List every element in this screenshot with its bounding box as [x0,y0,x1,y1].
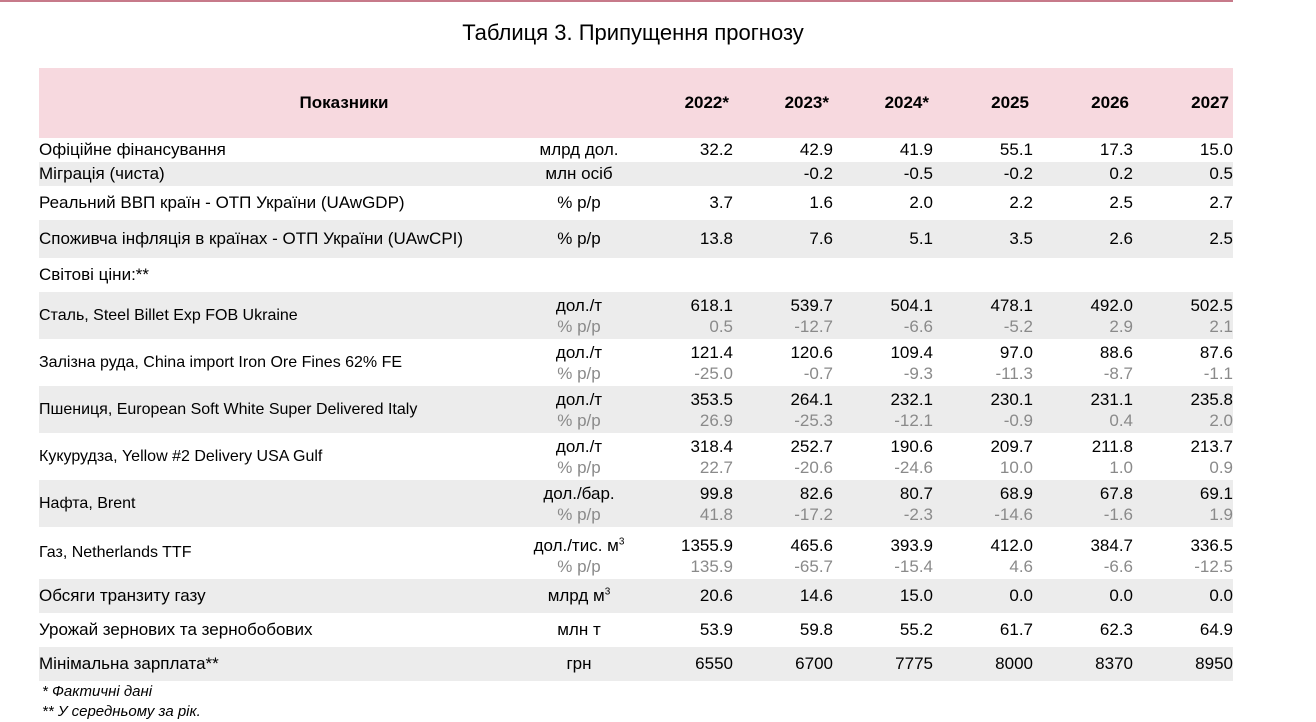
table-title: Таблиця 3. Припущення прогнозу [462,20,804,45]
cell-value: -9.3 [903,364,933,383]
cell-value: -0.2 [733,162,833,186]
cell-value: 32.2 [699,140,733,159]
row-unit: млн осіб [509,162,649,186]
row-label: Нафта, Brent [39,480,509,527]
cell-value: -2.3 [833,505,933,527]
cell-value: 15.0 [833,579,933,613]
row-label: Пшениця, European Soft White Super Delivered Italy [39,386,509,433]
cell-value: 190.6 [890,437,933,456]
section-label: Світові ціни:** [39,265,150,284]
row-migration [39,162,1233,186]
cell-value: 87.6 [1199,343,1233,362]
cell-value: 8370 [1033,647,1133,681]
cell-value: 1.6 [809,193,833,212]
row-unit: % р/р [557,364,601,383]
row-label: Кукурудза, Yellow #2 Delivery USA Gulf [39,447,323,465]
row-unit: % р/р [509,411,649,433]
cell-value: -17.2 [733,505,833,527]
cell-value: 3.5 [933,220,1033,258]
row-unit: % р/р [509,220,649,258]
cell-value: 8000 [933,647,1033,681]
cell-value: 231.1 [1033,386,1133,411]
row-unit: дол./т [555,437,603,456]
cell-value: 59.8 [799,620,833,639]
header-year: 2027 [1133,68,1233,138]
cell-value: -1.1 [1203,364,1233,383]
cell-value: 42.9 [799,140,833,159]
row-real-gdp [39,186,1233,220]
cell-value: 232.1 [833,386,933,411]
cell-value: 13.8 [649,220,733,258]
row-label: Реальний ВВП країн - ОТП України (UAwGDP) [39,193,405,212]
cell-value: 2.0 [1133,411,1233,433]
cell-value: -8.7 [1103,364,1133,383]
cell-value: 618.1 [649,292,733,317]
top-rule [0,0,1233,2]
cell-value: 0.0 [933,579,1033,613]
cell-value: 61.7 [999,620,1033,639]
cell-value: 318.4 [690,437,733,456]
cell-value: 209.7 [990,437,1033,456]
cell-value: 55.1 [999,140,1033,159]
cell-value: 502.5 [1133,292,1233,317]
header-year: 2026 [1033,68,1133,138]
row-unit [509,579,649,613]
row-oil-price [39,480,1233,505]
row-steel-price [39,292,1233,317]
row-unit [509,527,649,557]
cell-value: 135.9 [690,557,733,576]
row-unit: % р/р [509,505,649,527]
cell-value: 7.6 [733,220,833,258]
cell-value: 17.3 [1099,140,1133,159]
cell-value: 109.4 [890,343,933,362]
row-label: Мінімальна зарплата** [39,647,509,681]
cell-value: -12.5 [1194,557,1233,576]
unit-superscript: 3 [618,536,625,548]
row-unit: дол./т [555,343,603,362]
row-iron-ore-price [39,339,1233,364]
cell-value: 393.9 [890,536,933,555]
row-world-prices-heading [39,258,1233,292]
cell-value: 97.0 [999,343,1033,362]
cell-value: 504.1 [833,292,933,317]
unit-text: млрд м [547,586,605,605]
cell-value: -25.0 [694,364,733,383]
cell-value: 478.1 [933,292,1033,317]
footnote-annual-average: ** У середньому за рік. [42,703,201,720]
cell-value: -5.2 [933,317,1033,339]
cell-value: 384.7 [1090,536,1133,555]
row-wheat-price [39,386,1233,411]
cell-value: 62.3 [1099,620,1133,639]
cell-value: -6.6 [833,317,933,339]
cell-value: 64.9 [1199,620,1233,639]
row-gas-transit [39,579,1233,613]
cell-value: 7775 [833,647,933,681]
cell-value: 0.4 [1033,411,1133,433]
cell-value: 5.1 [833,220,933,258]
cell-value: 68.9 [933,480,1033,505]
cell-value: -12.7 [733,317,833,339]
row-unit: млрд дол. [539,140,619,159]
row-unit: грн [509,647,649,681]
footnote-actual-data: * Фактичні дані [42,683,153,700]
cell-value: -0.7 [803,364,833,383]
cell-value: 2.7 [1209,193,1233,212]
cell-value: 26.9 [649,411,733,433]
cell-value: 121.4 [690,343,733,362]
cell-value: 41.9 [899,140,933,159]
cell-value: -0.5 [833,162,933,186]
cell-value: -15.4 [894,557,933,576]
row-unit: % р/р [557,458,601,477]
cell-value: 1.9 [1133,505,1233,527]
header-year: 2023* [733,68,833,138]
cell-value: 22.7 [699,458,733,477]
row-gas-price [39,527,1233,557]
row-label: Залізна руда, China import Iron Ore Fines 62% FE [39,353,403,371]
row-label: Сталь, Steel Billet Exp FOB Ukraine [39,292,509,339]
row-label: Обсяги транзиту газу [39,579,509,613]
cell-value: 4.6 [1009,557,1033,576]
cell-value: 120.6 [790,343,833,362]
cell-value: 2.5 [1109,193,1133,212]
cell-value: -6.6 [1103,557,1133,576]
cell-value: 10.0 [999,458,1033,477]
cell-value: 2.5 [1133,220,1233,258]
row-label: Урожай зернових та зернобобових [39,620,313,639]
cell-value: 0.0 [1033,579,1133,613]
cell-value: 211.8 [1091,437,1133,456]
cell-value: 264.1 [733,386,833,411]
cell-value: 353.5 [649,386,733,411]
cell-value: 41.8 [649,505,733,527]
cell-value: -20.6 [794,458,833,477]
cell-value: 0.0 [1133,579,1233,613]
cell-value: 0.2 [1033,162,1133,186]
cell-value: -14.6 [933,505,1033,527]
cell-value: 55.2 [899,620,933,639]
cell-value: 2.0 [909,193,933,212]
cell-value: 8950 [1133,647,1233,681]
cell-value: 20.6 [649,579,733,613]
row-unit: млн т [557,620,601,639]
cell-value: 14.6 [733,579,833,613]
row-unit: % р/р [557,557,601,576]
row-unit: дол./т [509,386,649,411]
cell-value: 252.7 [790,437,833,456]
header-year: 2025 [933,68,1033,138]
footnotes [42,682,201,722]
cell-value: 67.8 [1033,480,1133,505]
row-unit: дол./бар. [509,480,649,505]
cell-value: 0.5 [1133,162,1233,186]
cell-value: 2.2 [1009,193,1033,212]
cell-value: 213.7 [1190,437,1233,456]
cell-value: 0.5 [649,317,733,339]
forecast-assumptions-table [39,68,1233,681]
cell-value: 82.6 [733,480,833,505]
cell-value [649,162,733,186]
header-year: 2024* [833,68,933,138]
cell-value: -25.3 [733,411,833,433]
cell-value: 0.9 [1209,458,1233,477]
cell-value: -11.3 [995,364,1033,383]
cell-value: -12.1 [833,411,933,433]
cell-value: 2.1 [1133,317,1233,339]
row-unit: % р/р [557,193,601,212]
cell-value: 1355.9 [681,536,733,555]
cell-value: 3.7 [709,193,733,212]
row-label: Споживча інфляція в країнах - ОТП України (UAwCPI) [39,220,509,258]
cell-value: -24.6 [894,458,933,477]
cell-value: -65.7 [794,557,833,576]
cell-value: 336.5 [1190,536,1233,555]
row-grain-harvest [39,613,1233,647]
cell-value: 6700 [733,647,833,681]
cell-value: 539.7 [733,292,833,317]
row-unit: % р/р [509,317,649,339]
cell-value: 80.7 [833,480,933,505]
cell-value: 69.1 [1133,480,1233,505]
cell-value: 2.6 [1033,220,1133,258]
row-minimum-wage [39,647,1233,681]
cell-value: 412.0 [990,536,1033,555]
cell-value: 15.0 [1199,140,1233,159]
cell-value: 99.8 [649,480,733,505]
cell-value: 230.1 [933,386,1033,411]
header-year: 2022* [649,68,733,138]
cell-value: -0.9 [933,411,1033,433]
row-label: Міграція (чиста) [39,162,509,186]
cell-value: -0.2 [933,162,1033,186]
row-unit: дол./т [509,292,649,317]
row-official-financing [39,138,1233,162]
cell-value: 2.9 [1033,317,1133,339]
cell-value: 235.8 [1133,386,1233,411]
row-label: Газ, Netherlands TTF [39,544,192,561]
row-consumer-inflation [39,220,1233,258]
table-header-row [39,68,1233,138]
header-indicators: Показники [39,68,649,138]
row-label: Офіційне фінансування [39,140,226,159]
cell-value: 465.6 [790,536,833,555]
cell-value: 53.9 [699,620,733,639]
cell-value: 6550 [649,647,733,681]
unit-superscript: 3 [604,586,611,598]
unit-text: дол./тис. м [533,536,619,555]
cell-value: 492.0 [1033,292,1133,317]
cell-value: 1.0 [1109,458,1133,477]
cell-value: -1.6 [1033,505,1133,527]
row-corn-price [39,433,1233,458]
cell-value: 88.6 [1099,343,1133,362]
